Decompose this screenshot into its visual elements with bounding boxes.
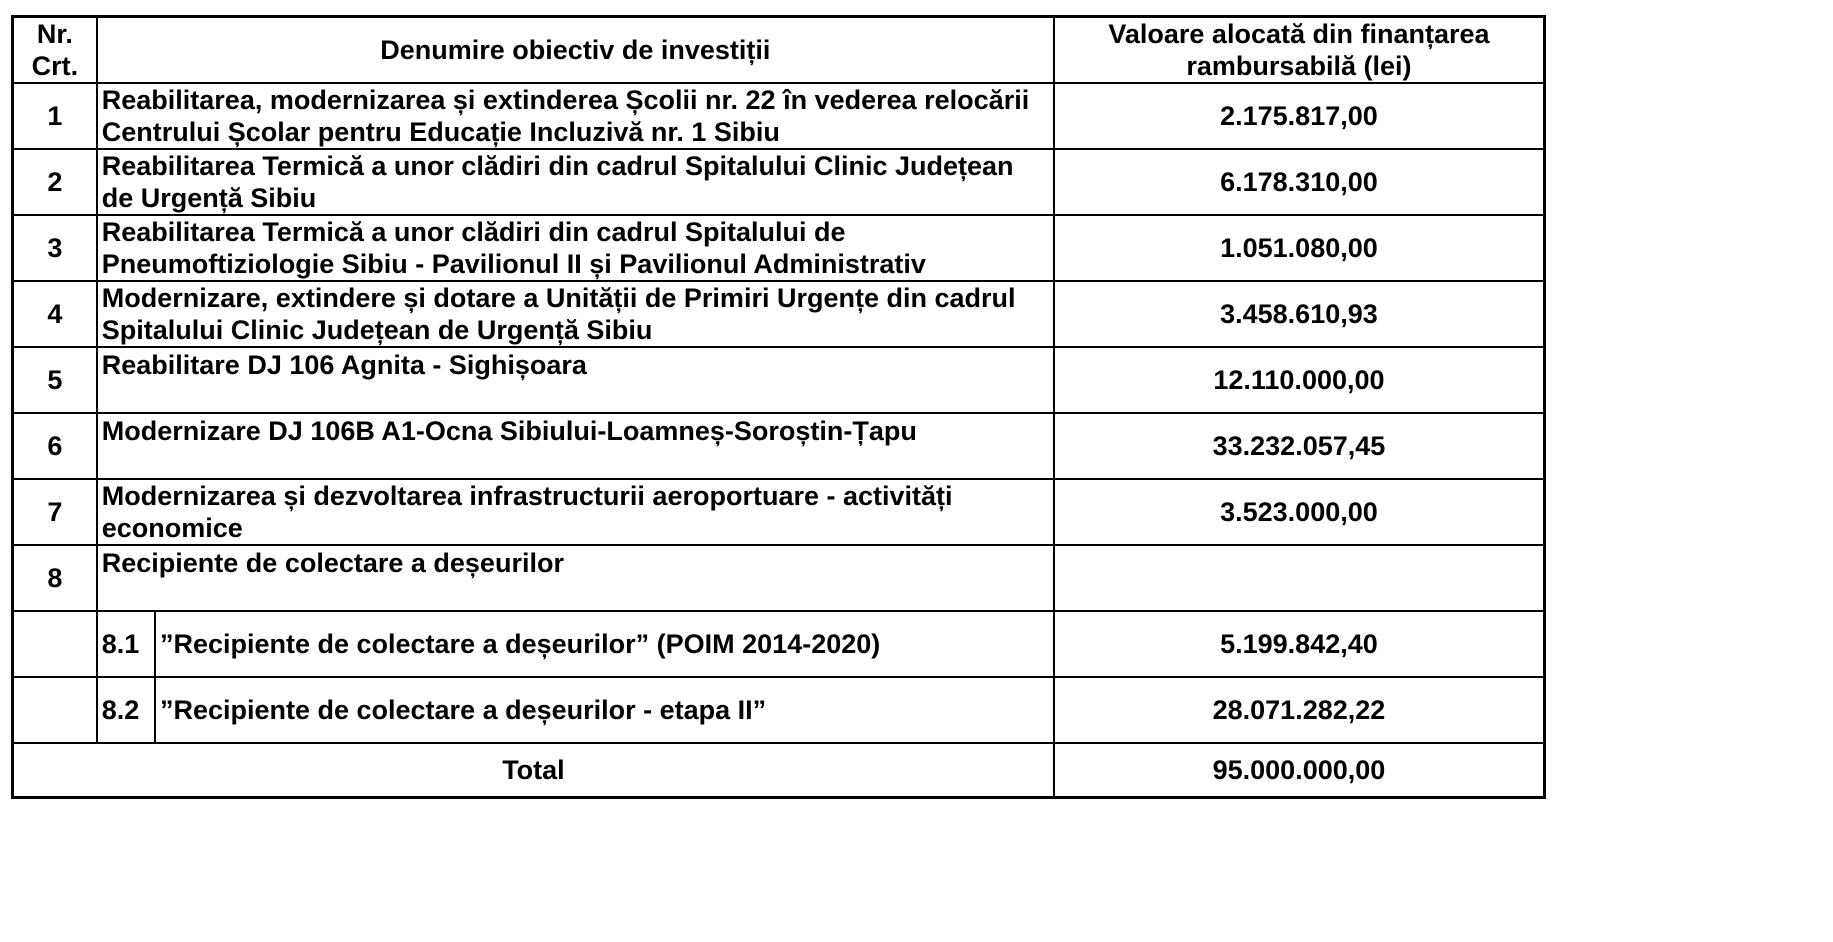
row-name-line1: Reabilitarea Termică a unor clădiri din cadrul Spitalului Clinic Județean bbox=[101, 151, 1014, 181]
row-name bbox=[97, 347, 1054, 413]
table-row bbox=[13, 149, 1545, 215]
row-name-line1: Reabilitarea, modernizarea și extinderea Școlii nr. 22 în vederea relocării bbox=[101, 85, 1030, 115]
row-value bbox=[1054, 545, 1545, 611]
investment-table bbox=[11, 15, 1546, 799]
header-name: Denumire obiectiv de investiții bbox=[97, 17, 1054, 84]
header-nr-line1: Nr. bbox=[36, 19, 73, 49]
row-nr: 5 bbox=[13, 347, 97, 413]
total-row bbox=[13, 743, 1545, 797]
row-name bbox=[97, 83, 1054, 149]
row-name bbox=[97, 281, 1054, 347]
row-name-line1: Modernizare, extindere și dotare a Unității de Primiri Urgențe din cadrul bbox=[101, 283, 1016, 313]
row-name-line2: de Urgență Sibiu bbox=[101, 183, 317, 213]
row-nr: 3 bbox=[13, 215, 97, 281]
row-value: 2.175.817,00 bbox=[1054, 83, 1545, 149]
subrow-empty-cell bbox=[13, 611, 97, 677]
row-name bbox=[97, 545, 1054, 611]
subrow-name: ”Recipiente de colectare a deșeurilor - etapa II” bbox=[155, 677, 1054, 743]
row-name bbox=[97, 215, 1054, 281]
subrow-value: 5.199.842,40 bbox=[1054, 611, 1545, 677]
header-nr-line2: Crt. bbox=[31, 51, 79, 81]
table-header-row bbox=[13, 17, 1545, 84]
row-name-line1: Reabilitarea Termică a unor clădiri din cadrul Spitalului de bbox=[101, 217, 846, 247]
table-row bbox=[13, 413, 1545, 479]
table-row bbox=[13, 545, 1545, 611]
total-value: 95.000.000,00 bbox=[1054, 743, 1545, 797]
table-subrow bbox=[13, 677, 1545, 743]
row-name-line2: Centrului Școlar pentru Educație Incluzivă nr. 1 Sibiu bbox=[101, 117, 780, 147]
row-name bbox=[97, 479, 1054, 545]
subrow-empty-cell bbox=[13, 677, 97, 743]
row-name-line1: Modernizarea și dezvoltarea infrastructurii aeroportuare - activități bbox=[101, 481, 953, 511]
row-name-line1: Recipiente de colectare a deșeurilor bbox=[101, 548, 564, 578]
row-name-line1: Reabilitare DJ 106 Agnita - Sighișoara bbox=[101, 350, 587, 380]
row-name-line2: economice bbox=[101, 513, 243, 543]
table-subrow bbox=[13, 611, 1545, 677]
row-value: 3.523.000,00 bbox=[1054, 479, 1545, 545]
header-value-line2: rambursabilă (lei) bbox=[1186, 51, 1412, 81]
row-nr: 6 bbox=[13, 413, 97, 479]
row-nr: 7 bbox=[13, 479, 97, 545]
table-row bbox=[13, 215, 1545, 281]
header-nr-crt bbox=[13, 17, 97, 84]
row-value: 1.051.080,00 bbox=[1054, 215, 1545, 281]
row-name bbox=[97, 413, 1054, 479]
header-value-line1: Valoare alocată din finanțarea bbox=[1108, 19, 1490, 49]
row-name-line2: Pneumoftiziologie Sibiu - Pavilionul II și Pavilionul Administrativ bbox=[101, 249, 926, 279]
subrow-nr: 8.1 bbox=[97, 611, 155, 677]
row-nr: 8 bbox=[13, 545, 97, 611]
table-row bbox=[13, 479, 1545, 545]
header-value bbox=[1054, 17, 1545, 84]
row-name-line1: Modernizare DJ 106B A1-Ocna Sibiului-Loamneș-Soroștin-Țapu bbox=[101, 416, 917, 446]
subrow-value: 28.071.282,22 bbox=[1054, 677, 1545, 743]
subrow-name: ”Recipiente de colectare a deșeurilor” (POIM 2014-2020) bbox=[155, 611, 1054, 677]
row-nr: 2 bbox=[13, 149, 97, 215]
table-row bbox=[13, 83, 1545, 149]
row-value: 6.178.310,00 bbox=[1054, 149, 1545, 215]
row-value: 33.232.057,45 bbox=[1054, 413, 1545, 479]
row-nr: 4 bbox=[13, 281, 97, 347]
row-name-line2: Spitalului Clinic Județean de Urgență Sibiu bbox=[101, 315, 653, 345]
row-name bbox=[97, 149, 1054, 215]
row-value: 3.458.610,93 bbox=[1054, 281, 1545, 347]
total-label: Total bbox=[13, 743, 1054, 797]
row-value: 12.110.000,00 bbox=[1054, 347, 1545, 413]
table-row bbox=[13, 281, 1545, 347]
row-nr: 1 bbox=[13, 83, 97, 149]
table-row bbox=[13, 347, 1545, 413]
subrow-nr: 8.2 bbox=[97, 677, 155, 743]
